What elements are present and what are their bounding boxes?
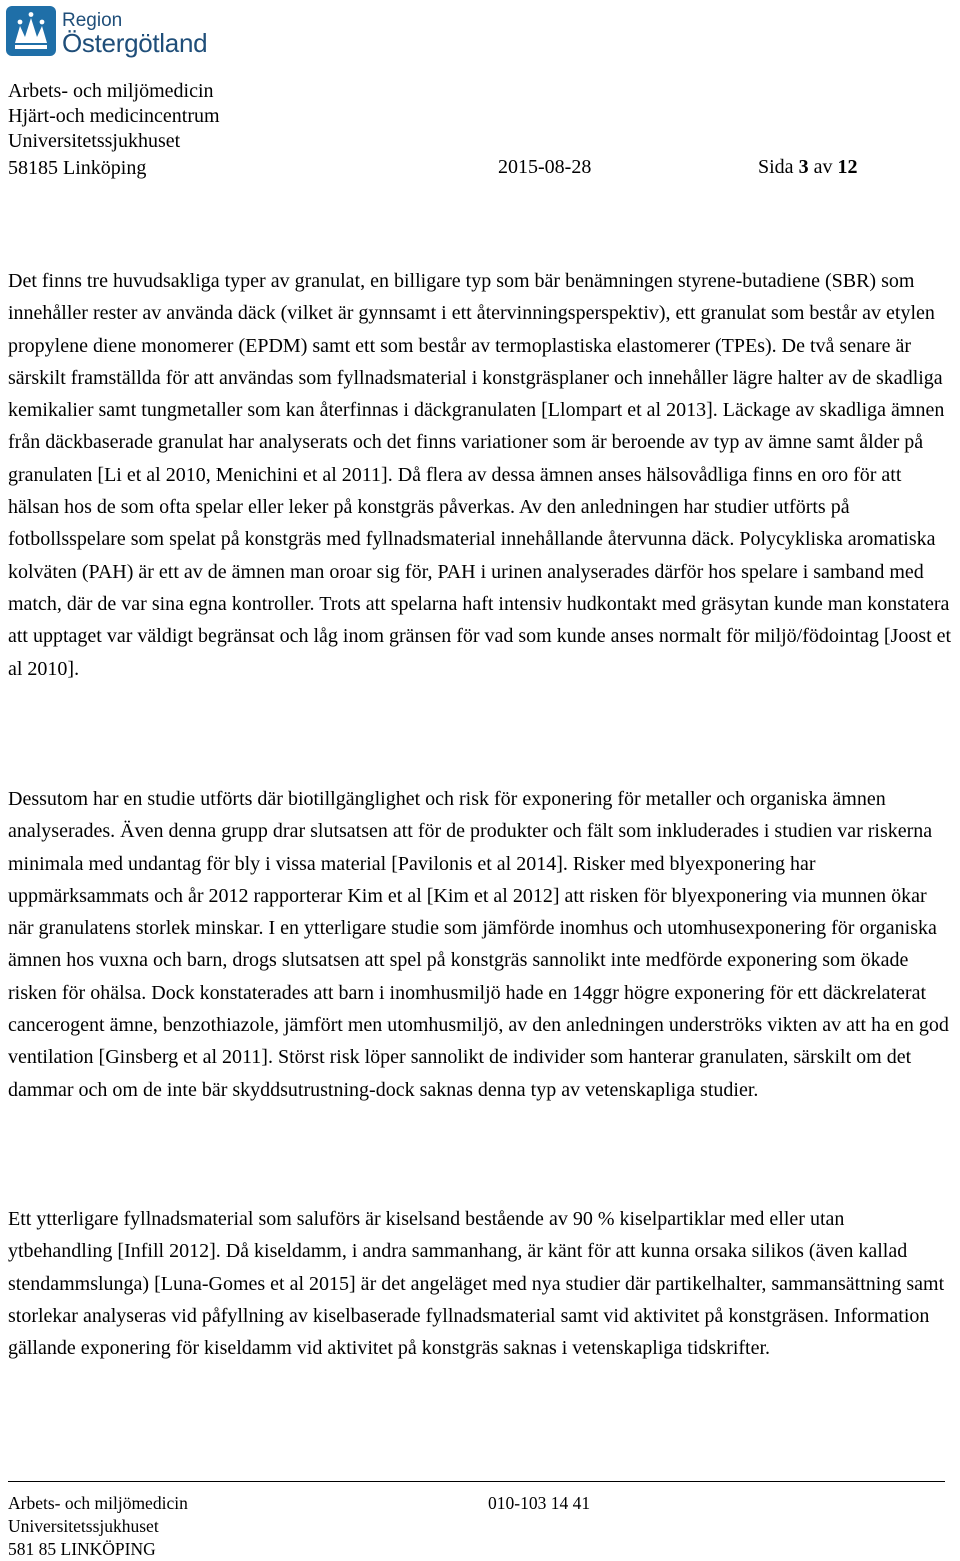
footer-postal: 581 85 LINKÖPING <box>8 1539 156 1559</box>
header-hospital: Universitetssjukhuset <box>8 130 181 152</box>
page-number <box>758 156 857 179</box>
page-prefix: Sida <box>758 156 794 178</box>
header-date: 2015-08-28 <box>498 156 592 178</box>
logo-name-text: Östergötland <box>62 28 208 58</box>
page-mid: av <box>813 156 833 178</box>
footer-hospital: Universitetssjukhuset <box>8 1516 159 1536</box>
header-department: Arbets- och miljömedicin <box>8 80 214 102</box>
header-center: Hjärt-och medicincentrum <box>8 105 220 127</box>
footer-phone: 010-103 14 41 <box>488 1493 591 1513</box>
page-total: 12 <box>837 156 858 178</box>
region-logo <box>6 4 221 60</box>
page-current: 3 <box>798 156 809 178</box>
paragraph-silica-sand: Ett ytterligare fyllnadsmaterial som saluförs är kiselsand bestående av 90 % kiselpartiklar med eller utan ytbehandling [Infill 2012]. Då kiseldamm, i andra sammanhang, är känt för att kunna orsaka silikos (även kallad stendammslunga) [Luna-Gomes et al 2015] är det angeläget med nya studier där partikelhalter, sammansättning samt storlekar analyseras vid påfyllning av kiselbaserade fyllnadsmaterial samt vid aktivitet på konstgräsen. Information gällande exponering för kiseldamm vid aktivitet på konstgräs saknas i vetenskapliga tidskrifter. <box>8 1208 945 1360</box>
footer-divider <box>8 1481 945 1482</box>
footer-department: Arbets- och miljömedicin <box>8 1493 188 1513</box>
paragraph-granulate-types: Det finns tre huvudsakliga typer av granulat, en billigare typ som bär benämningen styrene-butadiene (SBR) som innehåller rester av använda däck (vilket är gynnsamt i ett återvinningsperspektiv), ett granulat som består av etylen propylene diene monomerer (EPDM) samt ett som består av termoplastiska elastomerer (TPEs). De två senare är särskilt framställda för att användas som fyllnadsmaterial i konstgräsplaner och innehåller lägre halter av de skadliga kemikalier samt tungmetaller som kan återfinnas i däckgranulaten [Llompart et al 2013]. Läckage av skadliga ämnen från däckbaserade granulat har analyserats och det finns variationer som är beroende av typ av ämne samt ålder på granulaten [Li et al 2010, Menichini et al 2011]. Då flera av dessa ämnen anses hälsovådliga finns en oro för att hälsan hos de som ofta spelar eller leker på konstgräs påverkas. Av den anledningen har studier utförts på fotbollsspelare som spelat på konstgräs med fyllnadsmaterial innehållande återvunna däck. Polycykliska aromatiska kolväten (PAH) är ett av de ämnen man oroar sig för, PAH i urinen analyserades därför hos spelare i samband med match, där de var sina egna kontroller. Trots att spelarna haft intensiv hudkontakt med gräsytan kunde man konstatera att upptaget var väldigt begränsat och låg inom gränsen för vad som kunde anses normalt för miljö/födointag [Joost et al 2010]. <box>8 270 952 680</box>
region-logo-icon <box>6 6 56 56</box>
header-address: 58185 Linköping <box>8 157 147 179</box>
paragraph-exposure-studies: Dessutom har en studie utförts där biotillgänglighet och risk för exponering för metaller och organiska ämnen analyserades. Även denna grupp drar slutsatsen att för de produkter och fält som inkluderades i studien var riskerna minimala med undantag för bly i vissa material [Pavilonis et al 2014]. Risker med blyexponering har uppmärksammats och år 2012 rapporterar Kim et al [Kim et al 2012] att risken för blyexponering via munnen ökar när granulatens storlek minskar. I en ytterligare studie som jämförde inomhus och utomhusexponering för organiska ämnen hos vuxna och barn, drogs slutsatsen att spel på konstgräs sannolikt inte medförde exponering som ökade risken för ohälsa. Dock konstaterades att barn i inomhusmiljö hade en 14ggr högre exponering för ett däckrelaterat cancerogent ämne, benzothiazole, jämfört men utomhusmiljö, av den anledningen underströks vikten av att ha en god ventilation [Ginsberg et al 2011]. Störst risk löper sannolikt de individer som hanterar granulaten, särskilt om det dammar och om de inte bär skyddsutrustning-dock saknas denna typ av vetenskapliga studier. <box>8 788 949 1101</box>
logo-region-text: Region <box>62 10 123 31</box>
